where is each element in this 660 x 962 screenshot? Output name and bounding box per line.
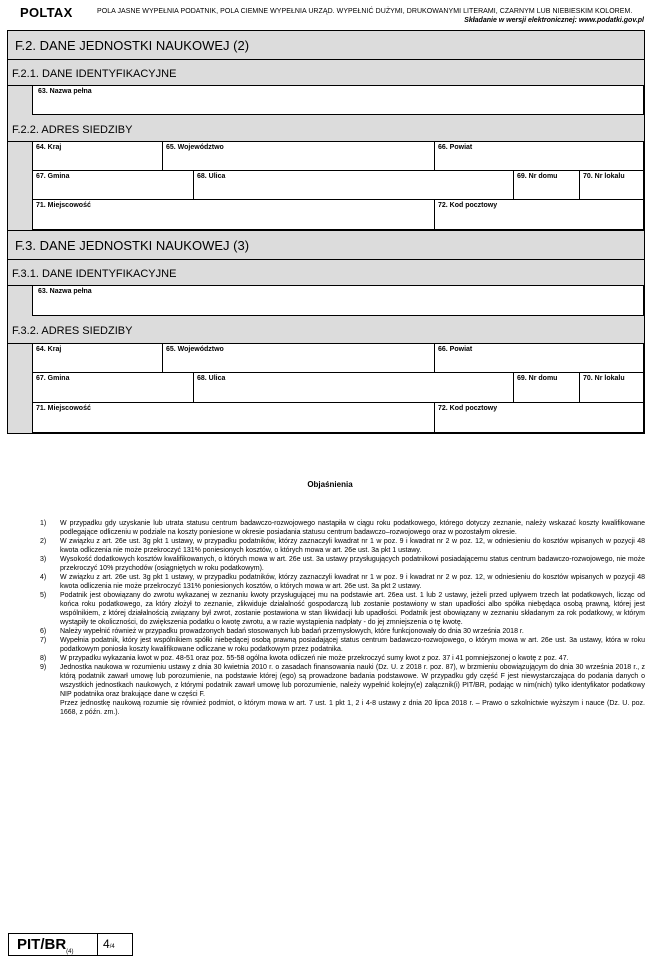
page-current: 4: [103, 937, 110, 951]
section-f21-title: F.2.1. DANE IDENTYFIKACYJNE: [12, 68, 177, 80]
explanation-text: W przypadku wykazania kwot w poz. 48-51 oraz poz. 55-58 ogólna kwota odliczeń nie może przekroczyć sumy kwot z poz. 37 i 41 pomniejszonej o kwotę z poz. 47.: [60, 655, 569, 662]
explanation-number: 1): [40, 520, 47, 527]
explanation-item: [40, 591, 645, 627]
explanations-list: [40, 519, 645, 717]
f2-house-no-field[interactable]: [513, 170, 580, 200]
fill-instruction: POLA JASNE WYPEŁNIA PODATNIK, POLA CIEMNE WYPEŁNIA URZĄD. WYPEŁNIĆ DUŻYMI, DRUKOWANYMI LITERAMI, CZARNYM LUB NIEBIESKIM KOLOREM.: [97, 8, 633, 15]
f3-voivodeship-label: 65. Województwo: [166, 346, 224, 353]
explanation-item: [40, 636, 645, 654]
explanation-number: 8): [40, 655, 47, 662]
f3-house-no-field[interactable]: [513, 372, 580, 403]
f2-street-field[interactable]: [193, 170, 514, 200]
f2-flat-no-field[interactable]: [579, 170, 644, 200]
explanation-item: [40, 627, 645, 636]
f2-postal-code-label: 72. Kod pocztowy: [438, 202, 498, 209]
f2-county-field[interactable]: [434, 141, 644, 171]
f3-street-field[interactable]: [193, 372, 514, 403]
section-f22-title: F.2.2. ADRES SIEDZIBY: [12, 124, 133, 136]
form-code: [17, 936, 74, 955]
f2-postal-code-field[interactable]: [434, 199, 644, 230]
explanation-item: [40, 573, 645, 591]
explanation-number: 6): [40, 628, 47, 635]
f3-address-grid: [32, 343, 644, 433]
f3-flat-no-label: 70. Nr lokalu: [583, 375, 625, 382]
f2-house-no-label: 69. Nr domu: [517, 173, 558, 180]
f2-city-label: 71. Miejscowość: [36, 202, 91, 209]
explanations-title: Objaśnienia: [307, 480, 353, 489]
explanation-item: [40, 663, 645, 699]
f2-full-name-label: 63. Nazwa pełna: [38, 88, 92, 95]
explanation-number: 2): [40, 538, 47, 545]
f3-city-field[interactable]: [32, 402, 435, 433]
f2-county-label: 66. Powiat: [438, 144, 473, 151]
explanation-number: 5): [40, 592, 47, 599]
explanation-text: Wypełnia podatnik, który jest wspólnikiem spółki niebędącej osobą prawną posiadającej status centrum badawczo-rozwojowego, o którym mowa w art. 26e ust. 3a ustawy, która w roku podatkowym poniosła koszty kwalifikowane odliczane w roku podatkowym przez podatnika.: [60, 637, 645, 653]
explanation-text: W związku z art. 26e ust. 3g pkt 1 ustawy, w przypadku podatników, którzy zaznaczyli kwadrat nr 1 w poz. 9 i kwadrat nr 2 w poz. 12, w odniesieniu do kosztów wpisanych w pozycji 48 kwota odliczenia nie może przekroczyć 131% poniesionych kosztów, o których mowa w art. 26e ust. 3a pkt 1 ustawy.: [60, 538, 645, 554]
form-id-box: [8, 933, 133, 956]
f2-address-grid: [32, 141, 644, 230]
form-version: (4): [66, 949, 74, 955]
page-total: /4: [109, 944, 115, 950]
explanation-number: 3): [40, 556, 47, 563]
divider: [8, 259, 644, 260]
section-f2-title: F.2. DANE JEDNOSTKI NAUKOWEJ (2): [15, 38, 250, 53]
f2-commune-label: 67. Gmina: [36, 173, 70, 180]
f2-commune-field[interactable]: [32, 170, 194, 200]
f2-city-field[interactable]: [32, 199, 435, 230]
f3-full-name-label: 63. Nazwa pełna: [38, 288, 92, 295]
explanation-text: W związku z art. 26e ust. 3g pkt 1 ustawy, w przypadku podatników, którzy zaznaczyli kwadrat nr 1 w poz. 9 i kwadrat nr 2 w poz. 12, w odniesieniu do kosztów wpisanych w pozycji 48 kwota odliczenia nie może przekroczyć 131% poniesionych kosztów, o których mowa w art. 26e ust. 3a pkt 2 ustawy.: [60, 574, 645, 590]
f3-house-no-label: 69. Nr domu: [517, 375, 558, 382]
f3-commune-label: 67. Gmina: [36, 375, 70, 382]
f3-street-label: 68. Ulica: [197, 375, 226, 382]
f3-postal-code-field[interactable]: [434, 402, 644, 433]
explanation-item: [40, 519, 645, 537]
f3-postal-code-label: 72. Kod pocztowy: [438, 405, 498, 412]
explanation-text: Podatnik jest obowiązany do zwrotu wykazanej w zeznaniu kwoty przysługującej mu na podstawie art. 26ea ust. 1 lub 2 ustawy, jeżeli przed upływem trzech lat podatkowych, licząc od końca roku podatkowego, za który złożył to zeznanie, zlikwiduje działalność gospodarczą lub zostanie postawiony w stan upadłości albo spółka niebędąca osobą prawną, której jest wspólnikiem, z której działalnością związany był zwrot, zostanie postawiona w stan likwidacji lub upadłości. Podatnik jest obowiązany w zeznaniu składanym za rok podatkowy, w którym wystąpiły te okoliczności, do zwiększenia podatku o kwotę zwrotu, a w razie wystąpienia nadpłaty - do jej zmniejszenia o tę kwotę.: [60, 592, 645, 626]
f3-voivodeship-field[interactable]: [162, 343, 435, 373]
f3-commune-field[interactable]: [32, 372, 194, 403]
f3-city-label: 71. Miejscowość: [36, 405, 91, 412]
f3-full-name-field[interactable]: [32, 285, 644, 316]
f3-flat-no-field[interactable]: [579, 372, 644, 403]
form-code-text: PIT/BR: [17, 936, 67, 953]
divider: [8, 230, 644, 231]
explanation-text: Wysokość dodatkowych kosztów kwalifikowanych, o których mowa w art. 26e ust. 3a ustawy przysługujących podatnikowi posiadającemu status centrum badawczo-rozwojowego, nie może przekroczyć 10% przychodów (osiągniętych w roku podatkowym).: [60, 556, 645, 572]
f2-flat-no-label: 70. Nr lokalu: [583, 173, 625, 180]
form-section-f: [7, 30, 645, 434]
divider: [8, 59, 644, 60]
explanation-text: W przypadku gdy uzyskanie lub utrata statusu centrum badawczo-rozwojowego nastąpiła w ciągu roku podatkowego, którego dotyczy zeznanie, należy wskazać koszty kwalifikowane podlegające odliczeniu w podziale na koszty poniesione w okresie posiadania statusu centrum badawczo–rozwojowego oraz w pozostałym okresie.: [60, 520, 645, 536]
f2-voivodeship-field[interactable]: [162, 141, 435, 171]
f3-country-field[interactable]: [32, 343, 163, 373]
explanation-text: Należy wypełnić również w przypadku prowadzonych badań stosowanych lub badań przemysłowych, które funkcjonowały do dnia 30 września 2018 r.: [60, 628, 524, 635]
f2-street-label: 68. Ulica: [197, 173, 226, 180]
brand-logo-text: POLTAX: [20, 5, 73, 20]
explanation-number: 7): [40, 637, 47, 644]
section-f32-title: F.3.2. ADRES SIEDZIBY: [12, 325, 133, 337]
explanation-item: [40, 699, 645, 717]
explanation-number: 4): [40, 574, 47, 581]
f2-voivodeship-label: 65. Województwo: [166, 144, 224, 151]
explanation-number: 9): [40, 664, 47, 671]
f2-country-field[interactable]: [32, 141, 163, 171]
divider: [97, 934, 98, 955]
explanation-item: [40, 555, 645, 573]
explanation-item: [40, 654, 645, 663]
section-f31-title: F.3.1. DANE IDENTYFIKACYJNE: [12, 268, 177, 280]
f3-country-label: 64. Kraj: [36, 346, 62, 353]
explanation-text: Przez jednostkę naukową rozumie się również podmiot, o którym mowa w art. 7 ust. 1 pkt 1, 2 i 4-8 ustawy z dnia 20 lipca 2018 r. – Prawo o szkolnictwie wyższym i nauce (Dz. U. poz. 1668, z późn. zm.).: [60, 700, 645, 716]
section-f3-title: F.3. DANE JEDNOSTKI NAUKOWEJ (3): [15, 238, 250, 253]
f3-county-label: 66. Powiat: [438, 346, 473, 353]
f2-full-name-field[interactable]: [32, 85, 644, 115]
explanation-text: Jednostka naukowa w rozumieniu ustawy z dnia 30 kwietnia 2010 r. o zasadach finansowania nauki (Dz. U. z 2018 r. poz. 87), w brzmieniu obowiązującym do dnia 30 września 2018 r., z którą podatnik zawarł umowę lub porozumienie, na podstawie której (ego) są prowadzone badania podstawowe. W przypadku gdy część F jest niewystarczająca do podania danych o wszystkich jednostkach naukowych, z którymi podatnik zawarł umowę lub porozumienie, należy wypełnić kolejny(e) załącznik(i) PIT/BR, podając w nim(nich) tylko identyfikator podatkowy NIP podatnika oraz brakujące dane w części F.: [60, 664, 645, 698]
explanation-item: [40, 537, 645, 555]
f2-country-label: 64. Kraj: [36, 144, 62, 151]
page-number: [103, 937, 115, 951]
electronic-filing-note: Składanie w wersji elektronicznej: www.podatki.gov.pl: [464, 17, 644, 24]
f3-county-field[interactable]: [434, 343, 644, 373]
